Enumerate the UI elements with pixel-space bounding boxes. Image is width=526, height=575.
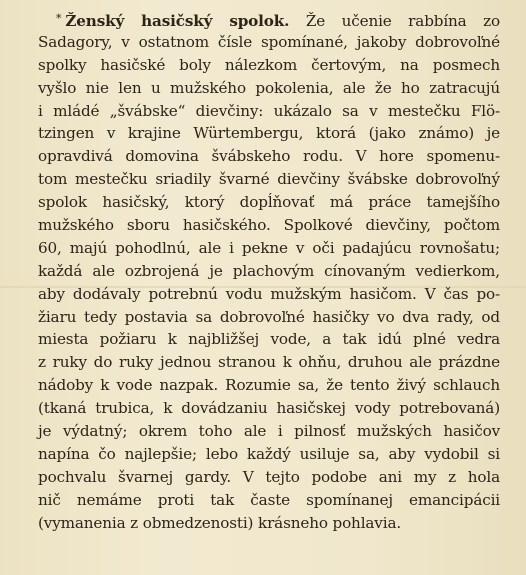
article-line: aby dodávaly potrebnú vodu mužským hasičom. V čas po- (38, 284, 500, 303)
article-title: Ženský hasičský spolok. (65, 12, 290, 30)
article-line: (tkaná trubica, k dovádzaniu hasičskej vody potrebovaná) (38, 399, 500, 418)
article-line: tom mestečku sriadily švarné dievčiny švábske dobrovoľný (38, 170, 500, 189)
article-line: nič nemáme proti tak časte spomínanej emancipácii (38, 490, 500, 509)
article-zensky-hasicsky-spolok (38, 8, 500, 534)
article-line: i mládé „švábske“ dievčiny: ukázalo sa v mestečku Flö- (38, 101, 500, 120)
article-line: napína čo najlepšie; lebo každý usiluje sa, aby vydobil si (38, 444, 500, 463)
article-line: spolok hasičský, ktorý dopĺňovať má práce tamejšího (38, 193, 500, 212)
article-line: (vymanenia z obmedzenosti) krásneho pohlavia. (38, 513, 402, 532)
article-line: 60, majú pohodlnú, ale i pekne v oči padajúcu rovnošatu; (38, 238, 500, 257)
article-line: žiaru tedy postavia sa dobrovoľné hasičky vo dva rady, od (38, 307, 500, 326)
article-line: miesta požiaru k najbližšej vode, a tak idú plné vedra (38, 330, 500, 349)
article-line: spolky hasičské boly nálezkom čertovým, na posmech (38, 55, 500, 74)
article-line: nádoby k vode nazpak. Rozumie sa, že tento živý schlauch (38, 376, 500, 395)
article-line: Sadagory, v ostatnom čísle spomínané, jakoby dobrovoľné (38, 32, 500, 51)
footnote-star: * (56, 12, 62, 25)
article-line: každá ale ozbrojená je plachovým cínovaným vedierkom, (38, 261, 500, 280)
article-line-text: Že učenie rabbína zo (305, 12, 500, 30)
article-line: z ruky do ruky jednou stranou k ohňu, druhou ale prázdne (38, 353, 500, 372)
article-line: mužského sboru hasičského. Spolkové dievčiny, počtom (38, 216, 500, 235)
article-line: vyšlo nie len u mužského pokolenia, ale že ho zatracujú (38, 78, 500, 97)
article-line: opravdivá domovina švábskeho rodu. V hore spomenu- (38, 147, 500, 166)
article-line: tzingen v krajine Würtembergu, ktorá (jako známo) je (38, 124, 500, 143)
article-line: je výdatný; okrem toho ale i pilnosť mužských hasičov (38, 422, 500, 441)
article-line: pochvalu švarnej gardy. V tejto podobe ani my z hola (38, 467, 500, 486)
article-line (38, 8, 500, 31)
